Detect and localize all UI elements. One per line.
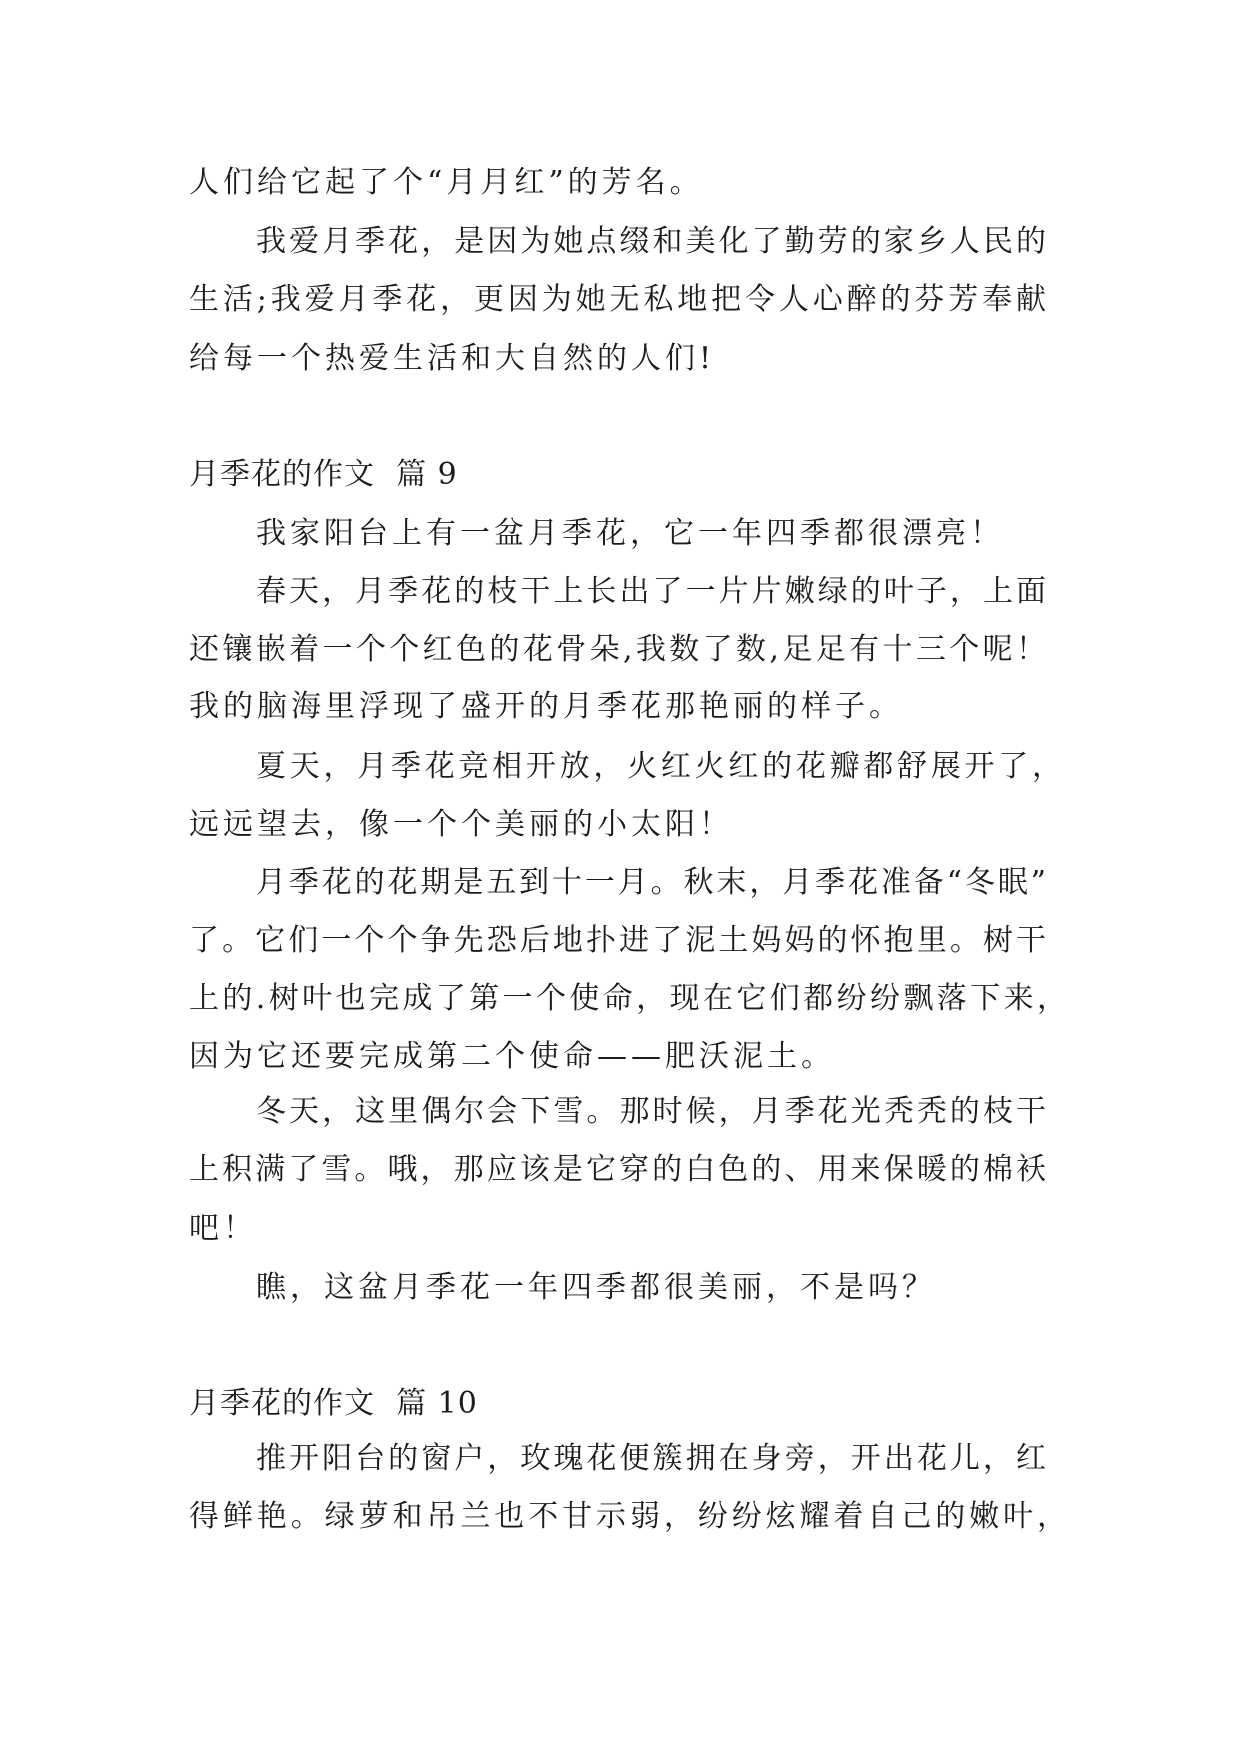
paragraph-line: 春天，月季花的枝干上长出了一片片嫩绿的叶子，上面 [256, 574, 1046, 609]
paragraph-line: 上的.树叶也完成了第一个使命，现在它们都纷纷飘落下来， [189, 981, 1067, 1016]
paragraph-line: 远远望去，像一个个美丽的小太阳！ [189, 807, 733, 842]
paragraph-line: 我爱月季花，是因为她点缀和美化了勤劳的家乡人民的 [256, 224, 1046, 259]
paragraph-line: 夏天，月季花竞相开放，火红火红的花瓣都舒展开了， [256, 749, 1062, 784]
paragraph-line: 给每一个热爱生活和大自然的人们! [189, 341, 716, 376]
paragraph-line: 冬天，这里偶尔会下雪。那时候，月季花光秃秃的枝干 [256, 1094, 1046, 1129]
paragraph-line: 还镶嵌着一个个红色的花骨朵,我数了数,足足有十三个呢！ [189, 632, 1046, 667]
paragraph-line: 因为它还要完成第二个使命——肥沃泥土。 [189, 1039, 835, 1074]
paragraph-line: 得鲜艳。绿萝和吊兰也不甘示弱，纷纷炫耀着自己的嫩叶， [189, 1499, 1067, 1534]
paragraph-line: 瞧，这盆月季花一年四季都很美丽，不是吗？ [256, 1270, 936, 1305]
paragraph-line: 了。它们一个个争先恐后地扑进了泥土妈妈的怀抱里。树干 [189, 923, 1046, 958]
paragraph-line: 我的脑海里浮现了盛开的月季花那艳丽的样子。 [189, 689, 903, 724]
paragraph-line: 推开阳台的窗户，玫瑰花便簇拥在身旁，开出花儿，红 [256, 1441, 1046, 1476]
paragraph-line: 上积满了雪。哦，那应该是它穿的白色的、用来保暖的棉袄 [189, 1152, 1046, 1187]
paragraph-line: 人们给它起了个“月月红”的芳名。 [189, 165, 704, 200]
essay-heading: 月季花的作文 篇 10 [189, 1386, 478, 1421]
essay-heading: 月季花的作文 篇 9 [189, 457, 458, 492]
paragraph-line: 我家阳台上有一盆月季花，它一年四季都很漂亮！ [256, 516, 1004, 551]
paragraph-line: 吧！ [189, 1211, 257, 1246]
paragraph-line: 月季花的花期是五到十一月。秋末，月季花准备“冬眠” [256, 865, 1046, 900]
paragraph-line: 生活;我爱月季花，更因为她无私地把令人心醉的芬芳奉献 [189, 282, 1046, 317]
